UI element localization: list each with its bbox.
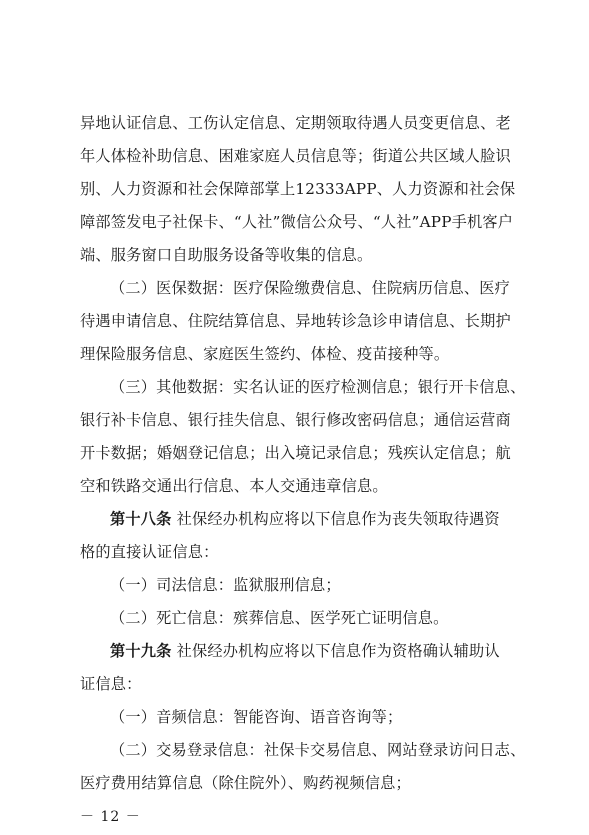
body-line: 开卡数据；婚姻登记信息；出入境记录信息；残疾认定信息；航 [80, 444, 511, 462]
article-19-first-line [110, 641, 520, 661]
article-19-second-line: 证信息： [80, 675, 142, 693]
body-line: 理保险服务信息、家庭医生签约、体检、疫苗接种等。 [80, 345, 450, 363]
article-19-text: 社保经办机构应将以下信息作为资格确认辅助认 [176, 642, 500, 660]
article-19-item-2-line-1: （二）交易登录信息：社保卡交易信息、网站登录访问日志、 [110, 741, 526, 759]
article-19-item-2-line-2: 医疗费用结算信息（除住院外）、购药视频信息； [80, 774, 411, 792]
article-18-item-2: （二）死亡信息：殡葬信息、医学死亡证明信息。 [110, 609, 449, 627]
body-line: 待遇申请信息、住院结算信息、异地转诊急诊申请信息、长期护 [80, 312, 511, 330]
other-data-heading-line: （三）其他数据：实名认证的医疗检测信息；银行开卡信息、 [110, 378, 526, 396]
medical-insurance-heading-line: （二）医保数据：医疗保险缴费信息、住院病历信息、医疗 [110, 279, 511, 297]
article-18-second-line: 格的直接认证信息： [80, 543, 219, 561]
body-line: 障部签发电子社保卡、“人社”微信公众号、“人社”APP手机客户 [80, 213, 514, 231]
article-19-item-1: （一）音频信息：智能咨询、语音咨询等； [110, 708, 403, 726]
article-18-heading: 第十八条 [110, 510, 172, 528]
article-18-text: 社保经办机构应将以下信息作为丧失领取待遇资 [176, 510, 500, 528]
article-19-heading: 第十九条 [110, 642, 172, 660]
body-line: 空和铁路交通出行信息、本人交通违章信息。 [80, 477, 388, 495]
body-line: 年人体检补助信息、困难家庭人员信息等；街道公共区域人脸识 [80, 147, 511, 165]
article-18-first-line [110, 509, 520, 529]
body-line: 端、服务窗口自助服务设备等收集的信息。 [80, 246, 373, 264]
body-line: 银行补卡信息、银行挂失信息、银行修改密码信息；通信运营商 [80, 411, 511, 429]
article-18-item-1: （一）司法信息：监狱服刑信息； [110, 576, 341, 594]
body-line: 异地认证信息、工伤认定信息、定期领取待遇人员变更信息、老 [80, 114, 511, 132]
body-line: 别、人力资源和社会保障部掌上12333APP、人力资源和社会保 [80, 180, 516, 198]
page-number: － 12 － [80, 809, 141, 825]
